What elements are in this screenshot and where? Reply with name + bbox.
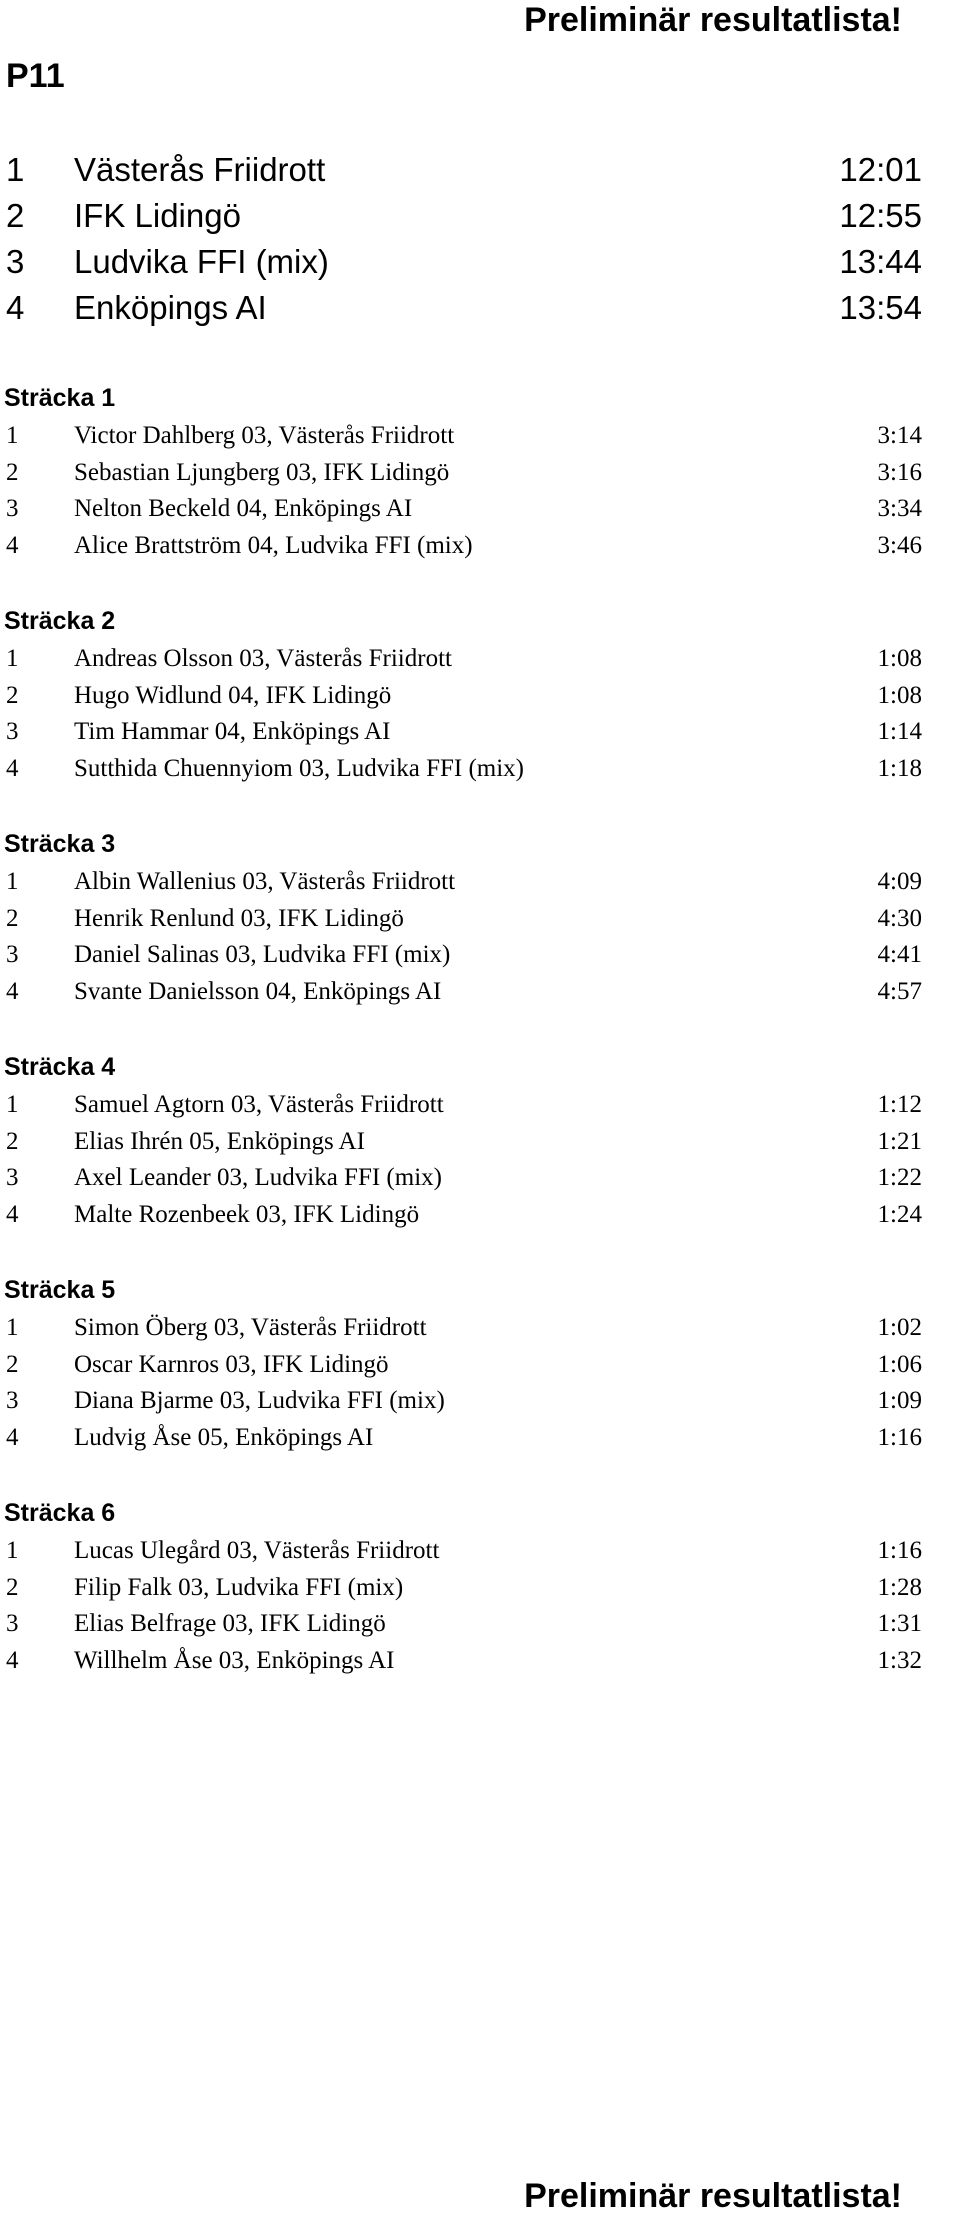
runner-row [0, 974, 960, 1011]
runner-row [0, 937, 960, 974]
team-results [0, 147, 960, 331]
runner-row [0, 1124, 960, 1161]
class-title: P11 [6, 57, 65, 95]
runner-time: 1:18 [877, 754, 922, 782]
leg-title: Sträcka 3 [4, 830, 116, 858]
team-row [0, 239, 960, 285]
runner-place: 3 [6, 718, 19, 745]
runner-row [0, 1570, 960, 1607]
runner-time: 4:30 [877, 904, 922, 932]
runner-row [0, 641, 960, 678]
runner-place: 3 [6, 1387, 19, 1414]
runner-name: Filip Falk 03, Ludvika FFI (mix) [74, 1573, 404, 1601]
team-place: 1 [6, 151, 25, 188]
runner-row [0, 864, 960, 901]
team-place: 3 [6, 243, 25, 280]
runner-place: 1 [6, 422, 19, 449]
runner-time: 4:41 [877, 941, 922, 968]
leg-section [0, 1493, 960, 1679]
runner-place: 2 [6, 1350, 19, 1378]
leg-title: Sträcka 2 [4, 607, 116, 635]
runner-place: 4 [6, 1200, 19, 1228]
team-place: 4 [6, 289, 25, 326]
runner-row [0, 1310, 960, 1347]
team-name: Ludvika FFI (mix) [74, 243, 329, 280]
runner-place: 2 [6, 1573, 19, 1601]
runner-place: 1 [6, 868, 19, 895]
runner-row [0, 1420, 960, 1457]
runner-name: Elias Belfrage 03, IFK Lidingö [74, 1610, 386, 1637]
runner-place: 4 [6, 531, 19, 559]
runner-time: 1:14 [877, 718, 922, 745]
runner-place: 4 [6, 754, 19, 782]
runner-name: Willhelm Åse 03, Enköpings AI [74, 1646, 395, 1674]
runner-name: Nelton Beckeld 04, Enköpings AI [74, 495, 413, 522]
runner-name: Simon Öberg 03, Västerås Friidrott [74, 1314, 427, 1341]
runner-place: 3 [6, 1610, 19, 1637]
runner-time: 1:09 [877, 1387, 922, 1414]
runner-name: Oscar Karnros 03, IFK Lidingö [74, 1350, 389, 1378]
runner-time: 3:16 [877, 458, 922, 486]
team-time: 13:54 [839, 289, 922, 326]
runner-place: 1 [6, 1314, 19, 1341]
runner-place: 2 [6, 1127, 19, 1155]
runner-time: 3:34 [877, 495, 922, 522]
runner-row [0, 714, 960, 751]
runner-name: Lucas Ulegård 03, Västerås Friidrott [74, 1537, 440, 1564]
preliminary-banner-top: Preliminär resultatlista! [524, 1, 902, 39]
runner-name: Daniel Salinas 03, Ludvika FFI (mix) [74, 941, 451, 968]
runner-row [0, 1087, 960, 1124]
team-row [0, 193, 960, 239]
runner-row [0, 1160, 960, 1197]
runner-name: Tim Hammar 04, Enköpings AI [74, 718, 391, 745]
runner-time: 1:12 [877, 1091, 922, 1118]
runner-place: 4 [6, 1646, 19, 1674]
leg-section [0, 378, 960, 564]
runner-time: 1:31 [877, 1610, 922, 1637]
runner-row [0, 1197, 960, 1234]
runner-row [0, 678, 960, 715]
runner-name: Alice Brattström 04, Ludvika FFI (mix) [74, 531, 473, 559]
team-time: 12:55 [839, 197, 922, 234]
runner-place: 3 [6, 1164, 19, 1191]
runner-row [0, 455, 960, 492]
runner-row [0, 528, 960, 565]
team-time: 13:44 [839, 243, 922, 280]
runner-name: Andreas Olsson 03, Västerås Friidrott [74, 645, 452, 672]
leg-section [0, 824, 960, 1010]
runner-time: 1:24 [877, 1200, 922, 1228]
runner-time: 1:16 [877, 1537, 922, 1564]
runner-place: 3 [6, 941, 19, 968]
runner-time: 4:09 [877, 868, 922, 895]
leg-title: Sträcka 1 [4, 384, 116, 412]
runner-place: 4 [6, 1423, 19, 1451]
team-name: IFK Lidingö [74, 197, 241, 234]
runner-time: 3:14 [877, 422, 922, 449]
runner-place: 1 [6, 645, 19, 672]
runner-row [0, 1383, 960, 1420]
runner-place: 2 [6, 458, 19, 486]
runner-time: 1:16 [877, 1423, 922, 1451]
runner-row [0, 491, 960, 528]
leg-title: Sträcka 4 [4, 1053, 116, 1081]
leg-title: Sträcka 5 [4, 1276, 116, 1304]
runner-place: 1 [6, 1091, 19, 1118]
leg-section [0, 601, 960, 787]
runner-name: Albin Wallenius 03, Västerås Friidrott [74, 868, 456, 895]
runner-name: Ludvig Åse 05, Enköpings AI [74, 1423, 374, 1451]
runner-name: Axel Leander 03, Ludvika FFI (mix) [74, 1164, 442, 1191]
runner-row [0, 901, 960, 938]
runner-time: 3:46 [877, 531, 922, 559]
team-row [0, 147, 960, 193]
runner-place: 2 [6, 904, 19, 932]
runner-place: 3 [6, 495, 19, 522]
team-time: 12:01 [839, 151, 922, 188]
runner-name: Samuel Agtorn 03, Västerås Friidrott [74, 1091, 444, 1118]
runner-row [0, 418, 960, 455]
runner-name: Svante Danielsson 04, Enköpings AI [74, 977, 442, 1005]
team-place: 2 [6, 197, 25, 234]
runner-time: 1:02 [877, 1314, 922, 1341]
leg-section [0, 1047, 960, 1233]
runner-name: Diana Bjarme 03, Ludvika FFI (mix) [74, 1387, 445, 1414]
runner-time: 1:06 [877, 1350, 922, 1378]
leg-title: Sträcka 6 [4, 1499, 116, 1527]
runner-time: 1:28 [877, 1573, 922, 1601]
runner-time: 4:57 [877, 977, 922, 1005]
runner-row [0, 1606, 960, 1643]
runner-time: 1:22 [877, 1164, 922, 1191]
runner-name: Victor Dahlberg 03, Västerås Friidrott [74, 422, 455, 449]
runner-time: 1:32 [877, 1646, 922, 1674]
runner-time: 1:08 [877, 681, 922, 709]
leg-section [0, 1270, 960, 1456]
runner-name: Hugo Widlund 04, IFK Lidingö [74, 681, 392, 709]
leg-results [0, 378, 960, 1716]
runner-name: Henrik Renlund 03, IFK Lidingö [74, 904, 404, 932]
runner-place: 1 [6, 1537, 19, 1564]
team-row [0, 285, 960, 331]
runner-place: 4 [6, 977, 19, 1005]
runner-row [0, 1347, 960, 1384]
team-name: Västerås Friidrott [74, 151, 326, 188]
runner-name: Elias Ihrén 05, Enköpings AI [74, 1127, 365, 1155]
runner-row [0, 1643, 960, 1680]
runner-name: Malte Rozenbeek 03, IFK Lidingö [74, 1200, 420, 1228]
runner-time: 1:21 [877, 1127, 922, 1155]
runner-name: Sebastian Ljungberg 03, IFK Lidingö [74, 458, 450, 486]
preliminary-banner-bottom: Preliminär resultatlista! [524, 2177, 902, 2215]
runner-row [0, 751, 960, 788]
runner-name: Sutthida Chuennyiom 03, Ludvika FFI (mix) [74, 754, 524, 782]
runner-time: 1:08 [877, 645, 922, 672]
runner-place: 2 [6, 681, 19, 709]
team-name: Enköpings AI [74, 289, 267, 326]
runner-row [0, 1533, 960, 1570]
